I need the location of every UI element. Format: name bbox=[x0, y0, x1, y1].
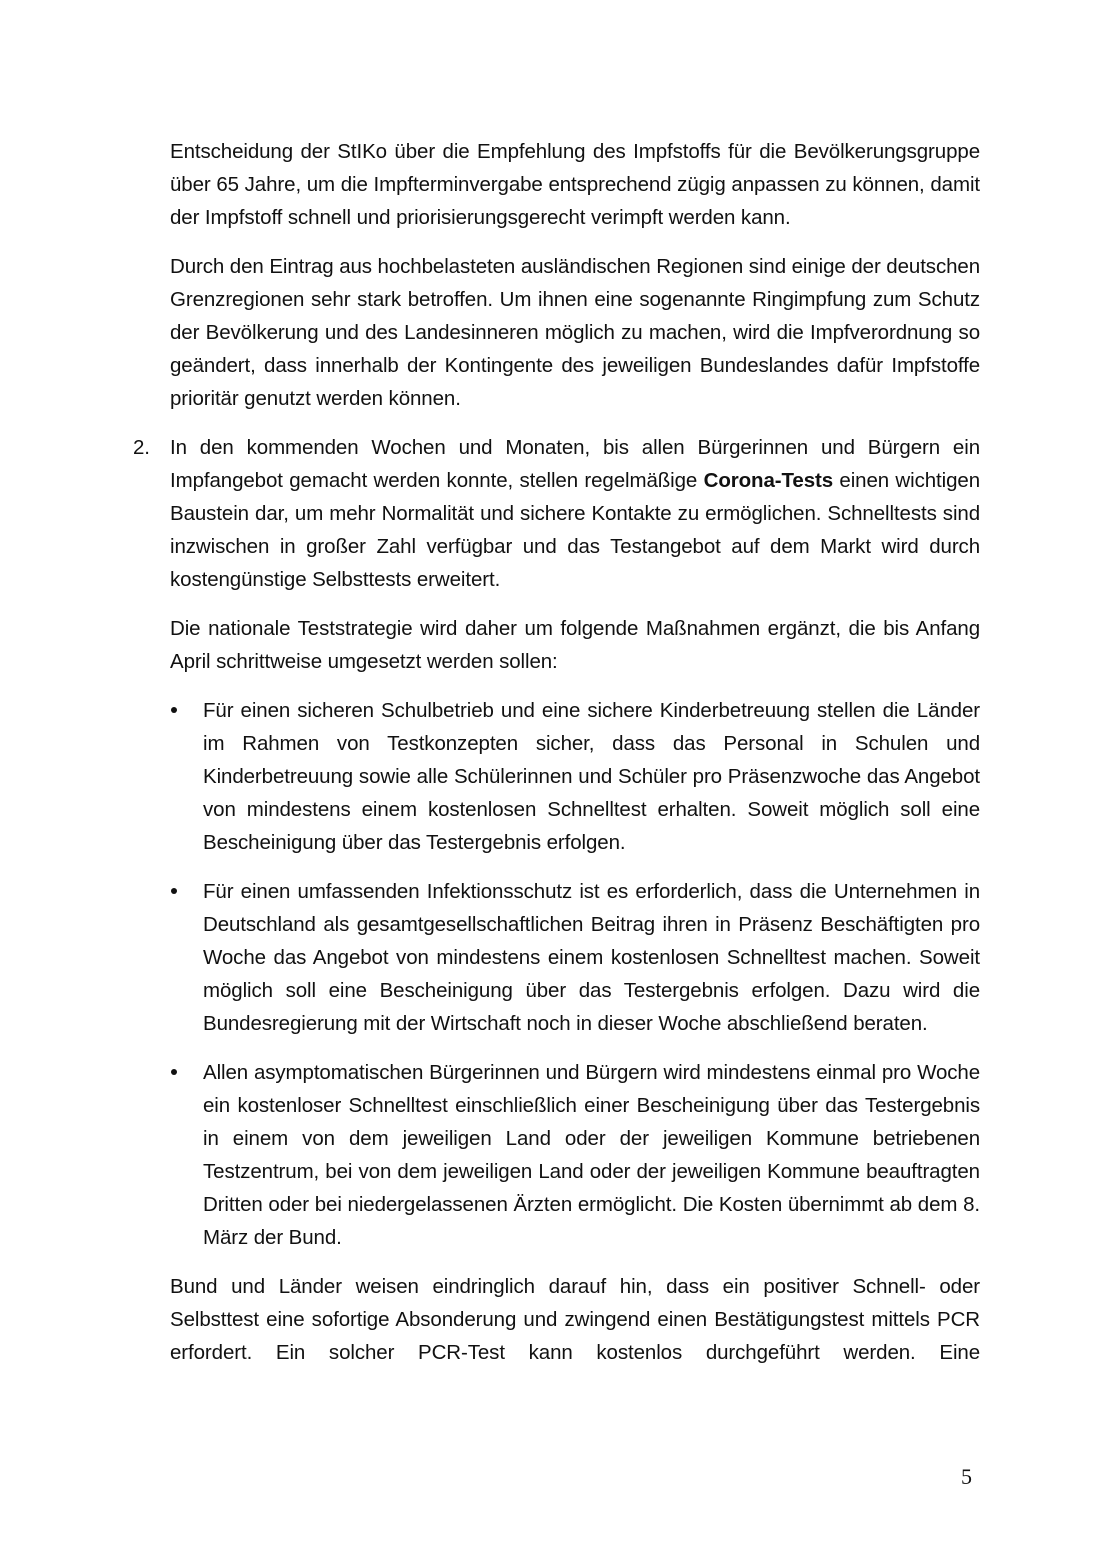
bullet-icon bbox=[170, 1056, 190, 1089]
list-item bbox=[170, 875, 980, 1040]
bullet-text-companies: Für einen umfassenden Infektionsschutz ist es erforderlich, dass die Unternehmen in Deutschland als gesamtgesellschaftlichen Beitrag ihren in Präsenz Beschäftigten pro Woche das Angebot von mindestens einem kostenlosen Schnelltest machen. Soweit möglich soll eine Bescheinigung über das Testergebnis erfolgen. Dazu wird die Bundesregierung mit der Wirtschaft noch in dieser Woche abschließend beraten. bbox=[203, 880, 980, 1035]
page-number: 5 bbox=[961, 1464, 972, 1489]
paragraph-pcr-confirmation: Bund und Länder weisen eindringlich darauf hin, dass ein positiver Schnell- oder Selbsttest eine sofortige Absonderung und zwingend einen Bestätigungstest mittels PCR erfordert. Ein solcher PCR-Test kann kostenlos durchgeführt werden. Eine bbox=[170, 1275, 980, 1364]
document-body bbox=[133, 135, 980, 1385]
list-item bbox=[170, 1056, 980, 1254]
bullet-text-schools: Für einen sicheren Schulbetrieb und eine sichere Kinderbetreuung stellen die Länder im Rahmen von Testkonzepten sicher, dass das Personal in Schulen und Kinderbetreuung sowie alle Schülerinnen und Schüler pro Präsenzwoche das Angebot von mindestens einem kostenlosen Schnelltest erhalten. Soweit möglich soll eine Bescheinigung über das Testergebnis erfolgen. bbox=[203, 699, 980, 854]
bullet-text-citizens: Allen asymptomatischen Bürgerinnen und Bürgern wird mindestens einmal pro Woche ein kostenloser Schnelltest einschließlich einer Bescheinigung über das Testergebnis in einem von dem jeweiligen Land oder der jeweiligen Kommune betriebenen Testzentrum, bei von dem jeweiligen Land oder der jeweiligen Kommune beauftragten Dritten oder bei niedergelassenen Ärzten ermöglicht. Die Kosten übernimmt ab dem 8. März der Bund. bbox=[203, 1061, 980, 1249]
paragraph-border-regions: Durch den Eintrag aus hochbelasteten ausländischen Regionen sind einige der deutschen Grenzregionen sehr stark betroffen. Um ihnen eine sogenannte Ringimpfung zum Schutz der Bevölkerung und des Landesinneren möglich zu machen, wird die Impfverordnung so geändert, dass innerhalb der Kontingente des jeweiligen Bundeslandes dafür Impfstoffe prioritär genutzt werden können. bbox=[170, 255, 980, 410]
corona-tests-bold: Corona-Tests bbox=[703, 469, 834, 492]
bullet-icon bbox=[170, 875, 190, 908]
paragraph-stiko-decision: Entscheidung der StIKo über die Empfehlung des Impfstoffs für die Bevölkerungsgruppe über 65 Jahre, um die Impfterminvergabe entsprechend zügig anpassen zu können, damit der Impfstoff schnell und priorisierungsgerecht verimpft werden kann. bbox=[170, 140, 980, 229]
measures-list bbox=[170, 694, 980, 1254]
list-item bbox=[170, 694, 980, 859]
corona-tests-text-before: In den kommenden Wochen und Monaten, bis allen Bürgerinnen und Bürgern ein Impfangebot gemacht werden konnte, stellen regelmäßige bbox=[170, 436, 980, 492]
corona-tests-text-after: einen wichtigen Baustein dar, um mehr Normalität und sichere Kontakte zu ermöglichen. Schnelltests sind inzwischen in großer Zahl verfügbar und das Testangebot auf dem Markt wird durch kostengünstige Selbsttests erweitert. bbox=[170, 469, 980, 591]
numbered-item-2 bbox=[133, 431, 980, 1369]
paragraph-corona-tests bbox=[170, 431, 980, 596]
item-number: 2. bbox=[133, 436, 150, 459]
paragraph-test-strategy-intro: Die nationale Teststrategie wird daher um folgende Maßnahmen ergänzt, die bis Anfang April schrittweise umgesetzt werden sollen: bbox=[170, 617, 980, 673]
bullet-icon bbox=[170, 694, 190, 727]
